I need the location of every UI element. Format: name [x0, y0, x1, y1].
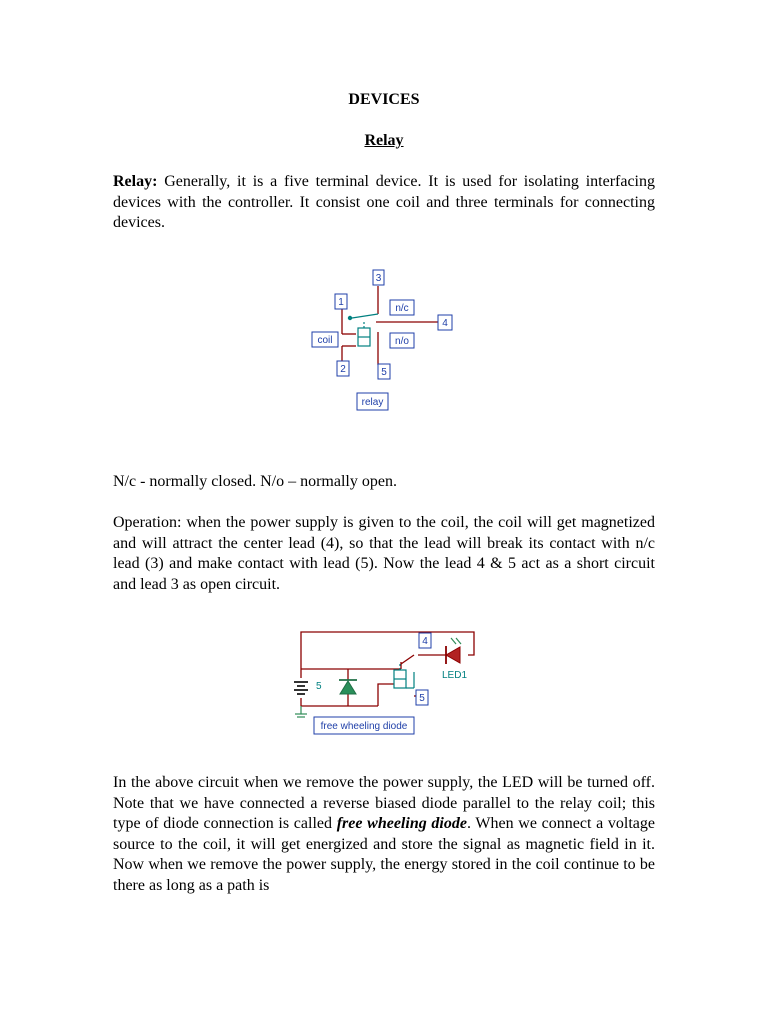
battery-label: 5 [316, 681, 322, 692]
circuit-wires [301, 632, 474, 706]
ground-icon [295, 706, 307, 717]
terminal-5-label: 5 [419, 693, 425, 704]
relay-definition-text: Generally, it is a five terminal device. It is used for isolating interfacing devices with the controller. It consist one coil and three terminals for connecting devices. [113, 173, 655, 231]
free-wheeling-emphasis: free wheeling diode [336, 815, 467, 832]
legend-paragraph: N/c - normally closed. N/o – normally open. [113, 473, 397, 490]
battery-symbol [294, 682, 308, 694]
freewheeling-diode-symbol [339, 680, 357, 694]
nc-label: n/c [395, 303, 409, 314]
terminal-4-label: 4 [422, 636, 428, 647]
terminal-3-label: 3 [375, 273, 382, 284]
relay-coil-symbol [394, 664, 414, 688]
page-title: DEVICES [348, 91, 420, 108]
circuit-caption: free wheeling diode [320, 721, 408, 732]
section-title: Relay [364, 132, 404, 149]
relay-definition-paragraph [113, 172, 655, 234]
relay-switch-symbol [348, 314, 378, 346]
led-label: LED1 [442, 670, 468, 681]
led-symbol [446, 638, 461, 664]
terminal-4-label: 4 [442, 318, 448, 329]
operation-paragraph: Operation: when the power supply is given to the coil, the coil will get magnetized and will attract the center lead (4), so that the lead will break its contact with n/c lead (3) and make contact with lead (5). Now the lead 4 & 5 act as a short circuit and lead 3 as open circuit. [113, 514, 655, 593]
coil-label: coil [317, 335, 333, 346]
terminal-5-label: 5 [381, 367, 387, 378]
circuit-text-after: . When we connect a voltage source to the coil, it will get energized and store the signal as magnetic field in it. Now when we remove the power supply, the energy stored in the coil continue to be there as long as a path is [113, 815, 656, 894]
circuit-explanation-paragraph [113, 773, 655, 896]
relay-labels [312, 270, 452, 410]
relay-term: Relay: [113, 173, 158, 190]
relay-wires [342, 286, 438, 365]
terminal-1-label: 1 [338, 297, 344, 308]
relay-caption: relay [361, 397, 384, 408]
circuit-text-before: In the above circuit when we remove the power supply, the LED will be turned off. Note that we have connected a reverse biased diode parallel to the relay coil; this type of diode connection is called [113, 774, 655, 832]
terminal-2-label: 2 [340, 364, 346, 375]
free-wheeling-circuit-diagram [286, 624, 486, 739]
no-label: n/o [395, 336, 409, 347]
relay-diagram [300, 262, 460, 417]
